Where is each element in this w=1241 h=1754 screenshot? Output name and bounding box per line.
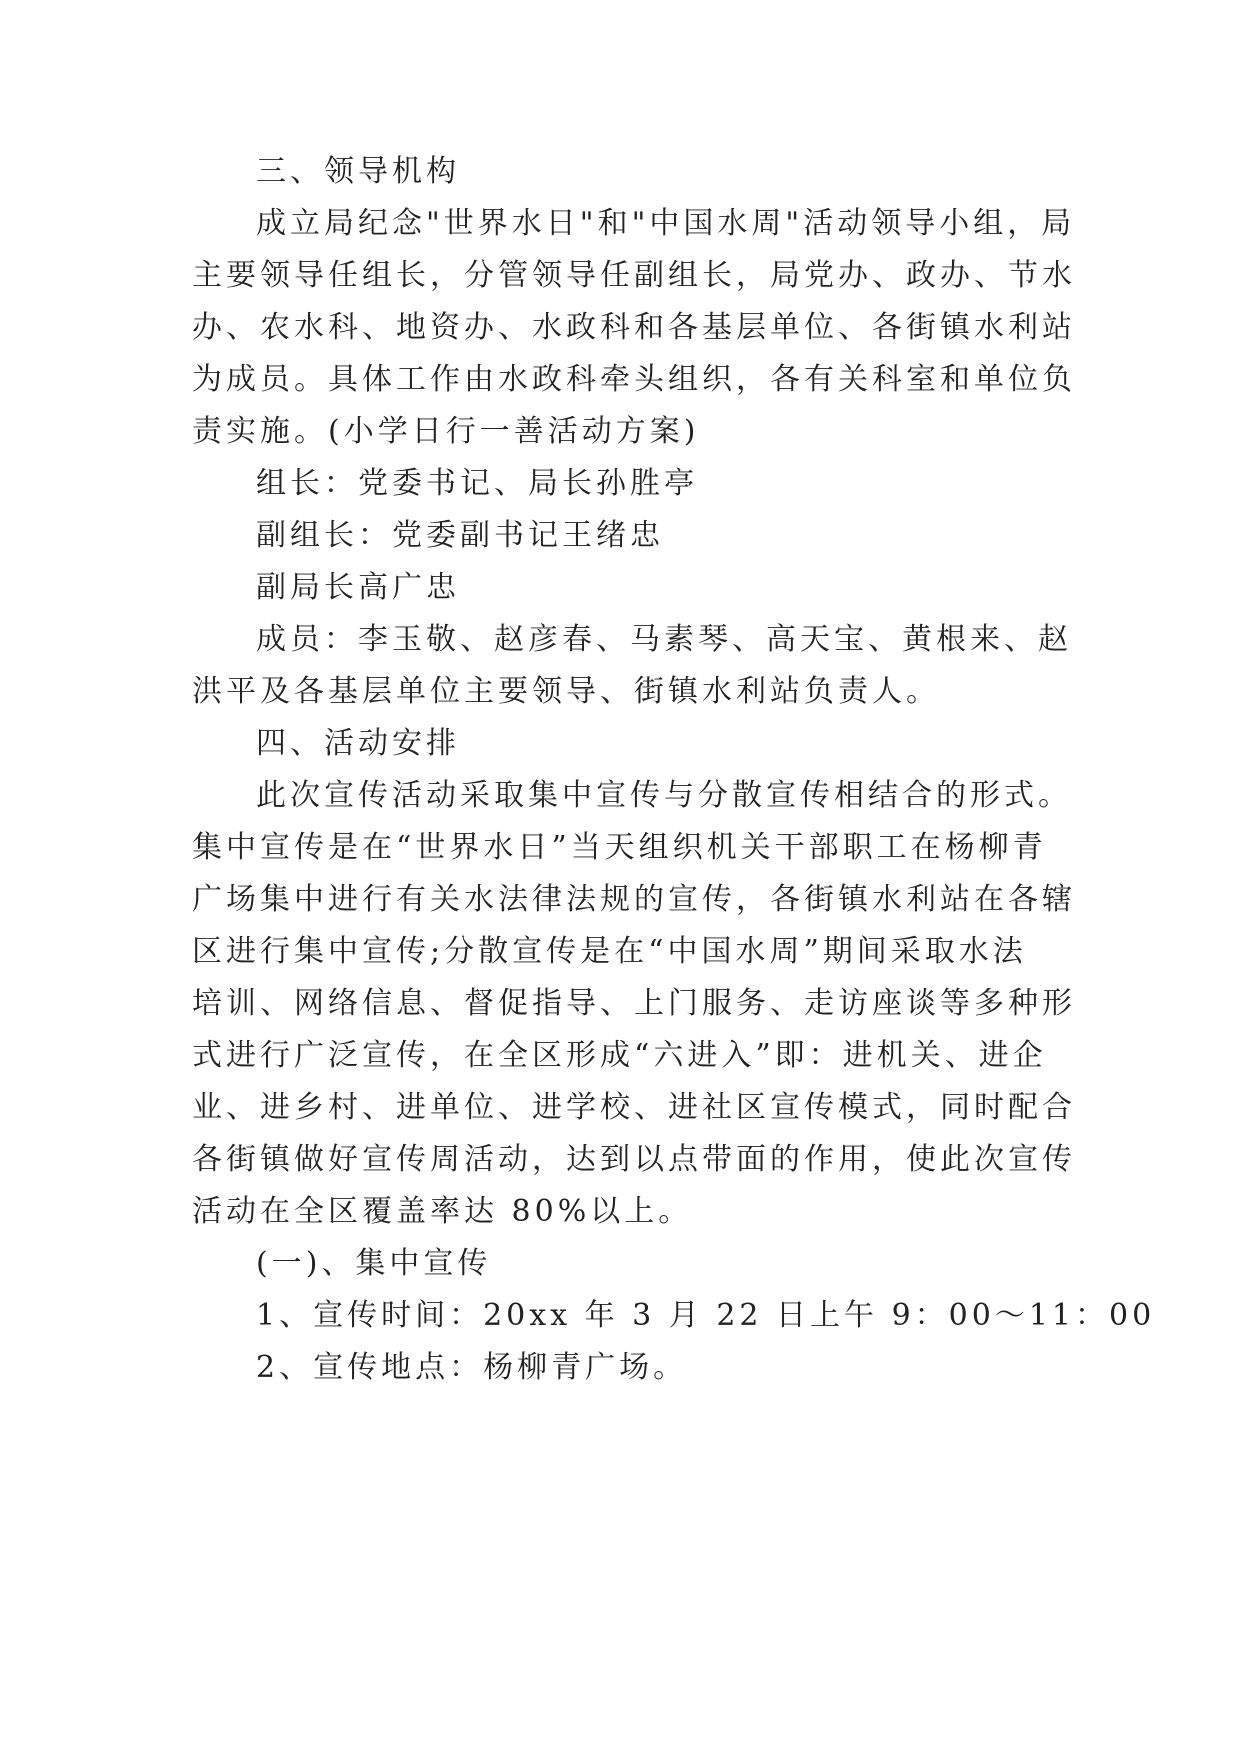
members-line: 洪平及各基层单位主要领导、街镇水利站负责人。: [192, 674, 940, 709]
paragraph-line: 业、进乡村、进单位、进学校、进社区宣传模式，同时配合: [192, 1090, 1076, 1125]
section-heading-leadership: 三、领导机构: [256, 154, 460, 189]
paragraph-line: 此次宣传活动采取集中宣传与分散宣传相结合的形式。: [256, 778, 1072, 813]
deputy-leader-line: 副组长：党委副书记王绪忠: [256, 518, 664, 553]
paragraph-line: 培训、网络信息、督促指导、上门服务、走访座谈等多种形: [192, 986, 1076, 1021]
members-line: 成员：李玉敬、赵彦春、马素琴、高天宝、黄根来、赵: [256, 622, 1072, 657]
list-item-location: 2、宣传地点：杨柳青广场。: [256, 1350, 688, 1385]
paragraph-line: 责实施。(小学日行一善活动方案): [192, 414, 700, 449]
paragraph-line: 为成员。具体工作由水政科牵头组织，各有关科室和单位负: [192, 362, 1076, 397]
subsection-heading: (一)、集中宣传: [256, 1246, 492, 1281]
paragraph-line: 各街镇做好宣传周活动，达到以点带面的作用，使此次宣传: [192, 1142, 1076, 1177]
list-item-time: 1、宣传时间：20xx 年 3 月 22 日上午 9：00～11：00: [256, 1298, 1156, 1333]
paragraph-line: 广场集中进行有关水法律法规的宣传，各街镇水利站在各辖: [192, 882, 1076, 917]
paragraph-line: 主要领导任组长，分管领导任副组长，局党办、政办、节水: [192, 258, 1076, 293]
leader-line: 组长：党委书记、局长孙胜亭: [256, 466, 698, 501]
deputy-director-line: 副局长高广忠: [256, 570, 460, 605]
paragraph-line: 成立局纪念"世界水日"和"中国水周"活动领导小组，局: [256, 206, 1076, 241]
paragraph-line: 办、农水科、地资办、水政科和各基层单位、各街镇水利站: [192, 310, 1076, 345]
section-heading-activities: 四、活动安排: [256, 726, 460, 761]
paragraph-line: 式进行广泛宣传，在全区形成“六进入”即：进机关、进企: [192, 1038, 1047, 1073]
paragraph-line: 活动在全区覆盖率达 80%以上。: [192, 1194, 693, 1229]
paragraph-line: 区进行集中宣传;分散宣传是在“中国水周”期间采取水法: [192, 934, 1027, 969]
paragraph-line: 集中宣传是在“世界水日”当天组织机关干部职工在杨柳青: [192, 830, 1047, 865]
